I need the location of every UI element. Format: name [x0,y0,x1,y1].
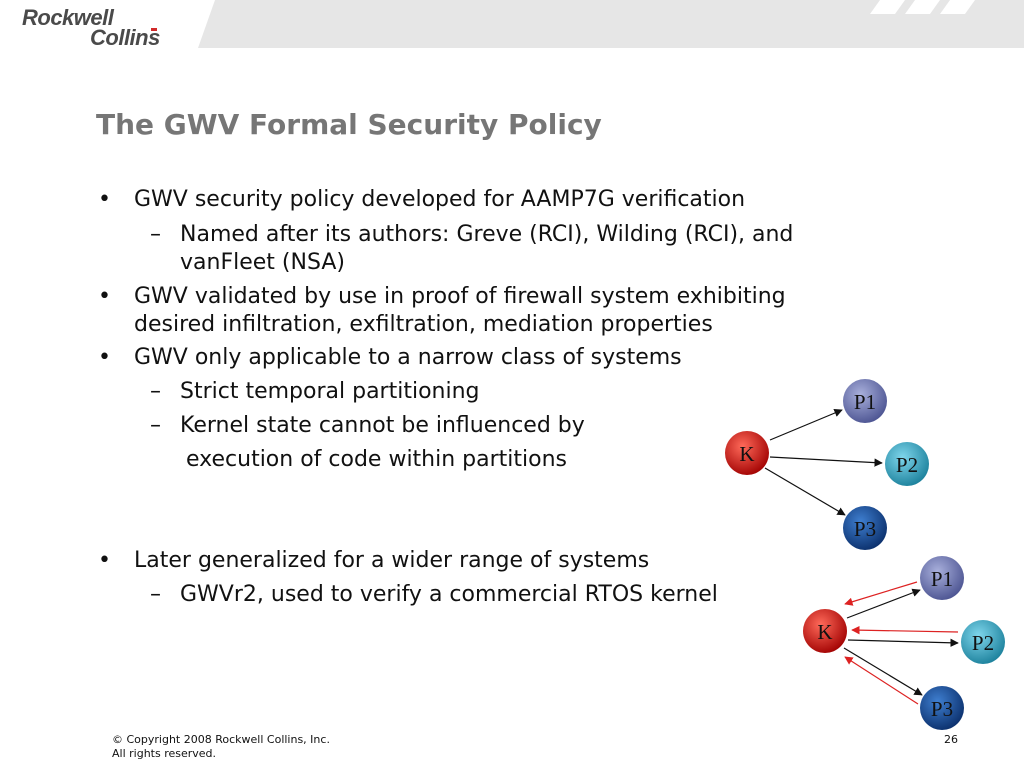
bullet-1-sub-1-line-1: Named after its authors: Greve (RCI), Wilding (RCI), and [180,222,794,247]
bullet-2-line-2: desired infiltration, exfiltration, mediation properties [134,312,713,337]
arrow-p1-to-k [845,582,917,604]
bullet-2-line-1: GWV validated by use in proof of firewall system exhibiting [134,284,786,309]
arrow-k-to-p3 [844,648,922,695]
arrow-k-to-p3 [765,468,845,515]
arrow-p2-to-k [852,630,958,632]
dash-marker: – [150,413,161,438]
partition-p2-label: P2 [971,631,995,655]
dash-marker: – [150,582,161,607]
kernel-label: K [739,442,755,466]
bullet-marker: • [98,345,111,370]
page-number: 26 [944,733,958,746]
arrow-k-to-p1 [770,410,842,440]
bullet-marker: • [98,548,111,573]
slide-title: The GWV Formal Security Policy [96,108,602,141]
dash-marker: – [150,379,161,404]
arrow-k-to-p2 [770,457,882,463]
partition-p2-label: P2 [895,453,919,477]
diagram-2 [803,556,1005,730]
bullet-3-sub-1: Strict temporal partitioning [180,379,480,404]
dash-marker: – [150,222,161,247]
bullet-marker: • [98,187,111,212]
arrow-k-to-p1 [847,590,920,618]
partition-p3-label: P3 [853,517,877,541]
partition-p3-label: P3 [930,697,954,721]
diagram-1 [725,379,929,550]
bullet-4: Later generalized for a wider range of systems [134,548,650,573]
bullet-4-sub-1: GWVr2, used to verify a commercial RTOS kernel [180,582,718,607]
logo-line-1: Rockwell [22,5,114,30]
copyright-line-2: All rights reserved. [112,747,217,760]
bullet-marker: • [98,284,111,309]
partition-p1-label: P1 [930,567,954,591]
kernel-label: K [817,620,833,644]
bullet-1-sub-1-line-2: vanFleet (NSA) [180,250,345,275]
arrow-p3-to-k [845,657,918,704]
logo-line-2: Collins [90,25,160,50]
footer-copyright [112,733,330,761]
bullet-1: GWV security policy developed for AAMP7G verification [134,187,746,212]
arrow-k-to-p2 [848,640,958,643]
bullet-3-sub-2-line-1: Kernel state cannot be influenced by [180,413,585,438]
bullet-3-sub-2-line-2: execution of code within partitions [186,447,568,472]
bullet-3: GWV only applicable to a narrow class of systems [134,345,682,370]
copyright-line-1: © Copyright 2008 Rockwell Collins, Inc. [112,733,330,746]
partition-p1-label: P1 [853,390,877,414]
